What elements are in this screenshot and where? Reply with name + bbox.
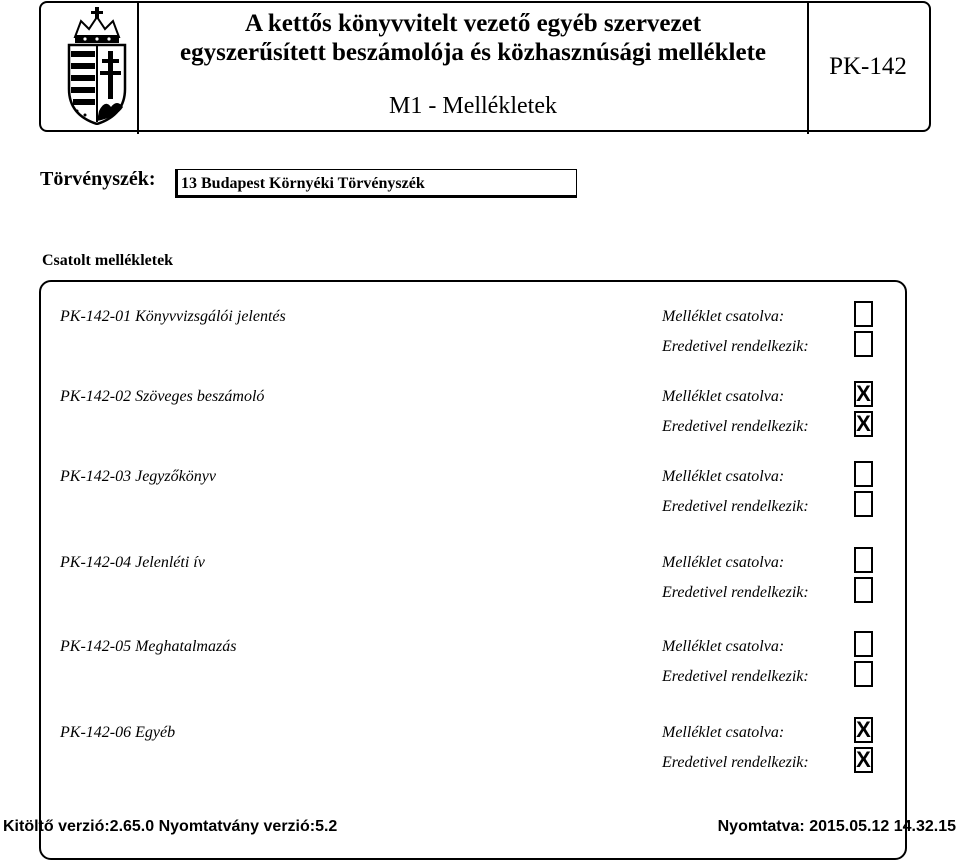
- attachment-name: PK-142-03 Jegyzőkönyv: [60, 468, 216, 485]
- original-checkbox[interactable]: X: [854, 747, 873, 773]
- footer-version: Kitöltő verzió:2.65.0 Nyomtatvány verzió:5.2: [3, 818, 338, 835]
- title-box: [137, 1, 809, 134]
- court-label: Törvényszék:: [40, 168, 156, 190]
- form-subtitle: M1 - Mellékletek: [389, 93, 557, 119]
- attached-label: Melléklet csatolva:: [662, 308, 785, 325]
- attachment-row: [0, 308, 960, 368]
- attachment-row: [0, 638, 960, 698]
- attached-checkbox[interactable]: [854, 461, 873, 487]
- form-title-line2: egyszerűsített beszámolója és közhasznúsági melléklete: [180, 39, 766, 66]
- attached-checkbox[interactable]: [854, 547, 873, 573]
- attached-label: Melléklet csatolva:: [662, 554, 785, 571]
- attached-label: Melléklet csatolva:: [662, 724, 785, 741]
- attachment-name: PK-142-05 Meghatalmazás: [60, 638, 237, 655]
- court-field[interactable]: [175, 169, 577, 198]
- original-label: Eredetivel rendelkezik:: [662, 498, 809, 515]
- attachment-row: [0, 554, 960, 614]
- original-checkbox[interactable]: [854, 491, 873, 517]
- original-checkbox[interactable]: [854, 661, 873, 687]
- original-checkbox[interactable]: X: [854, 411, 873, 437]
- attached-label: Melléklet csatolva:: [662, 638, 785, 655]
- attached-label: Melléklet csatolva:: [662, 468, 785, 485]
- attached-checkbox[interactable]: X: [854, 717, 873, 743]
- form-title: [139, 9, 807, 67]
- coat-of-arms-icon: [63, 7, 131, 125]
- attachment-name: PK-142-01 Könyvvizsgálói jelentés: [60, 308, 286, 325]
- form-code: PK-142: [829, 53, 907, 80]
- attachment-name: PK-142-04 Jelenléti ív: [60, 554, 205, 571]
- original-checkbox[interactable]: [854, 577, 873, 603]
- attachment-name: PK-142-06 Egyéb: [60, 724, 176, 741]
- attachment-name: PK-142-02 Szöveges beszámoló: [60, 388, 265, 405]
- form-header: [39, 1, 931, 132]
- attached-checkbox[interactable]: X: [854, 381, 873, 407]
- attached-checkbox[interactable]: [854, 301, 873, 327]
- original-label: Eredetivel rendelkezik:: [662, 584, 809, 601]
- attachments-heading: Csatolt mellékletek: [42, 252, 174, 269]
- attached-label: Melléklet csatolva:: [662, 388, 785, 405]
- court-value: 13 Budapest Környéki Törvényszék: [181, 175, 425, 192]
- original-label: Eredetivel rendelkezik:: [662, 754, 809, 771]
- form-title-line1: A kettős könyvvitelt vezető egyéb szervezet: [244, 10, 702, 37]
- attachment-row: [0, 381, 960, 448]
- original-label: Eredetivel rendelkezik:: [662, 338, 809, 355]
- original-label: Eredetivel rendelkezik:: [662, 418, 809, 435]
- footer-printed: Nyomtatva: 2015.05.12 14.32.15: [717, 818, 956, 835]
- attached-checkbox[interactable]: [854, 631, 873, 657]
- original-checkbox[interactable]: [854, 331, 873, 357]
- original-label: Eredetivel rendelkezik:: [662, 668, 809, 685]
- attachment-row: [0, 468, 960, 528]
- attachment-row: [0, 717, 960, 784]
